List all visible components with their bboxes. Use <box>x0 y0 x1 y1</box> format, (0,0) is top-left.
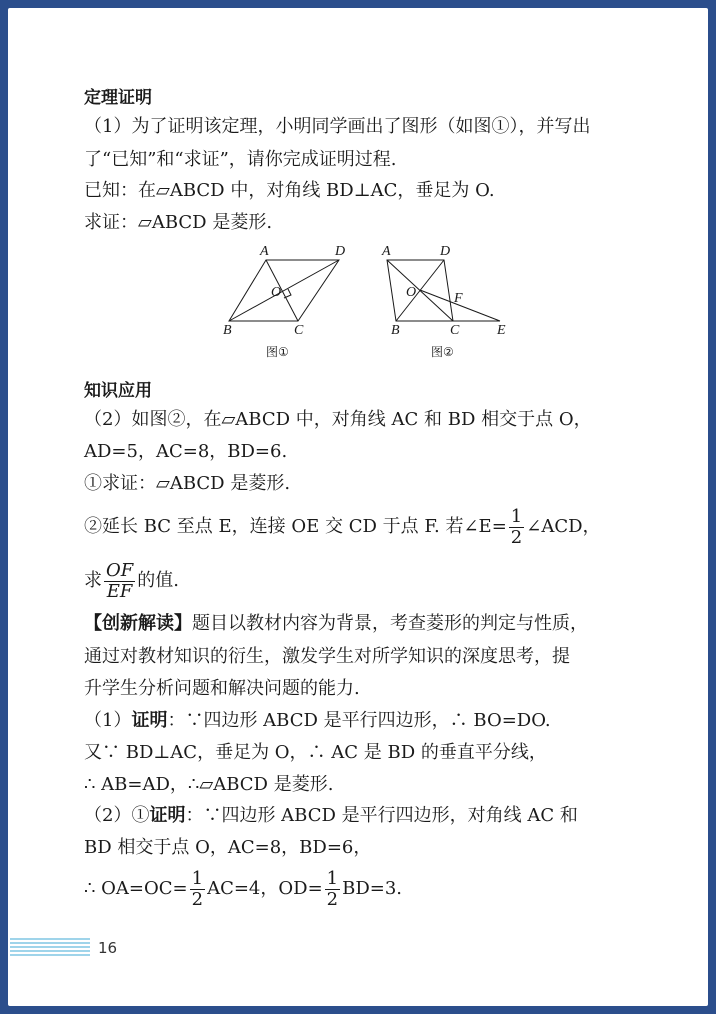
solution-s6-a: ∴ OA=OC= <box>84 878 188 899</box>
solution-line3: ∴ AB=AD，∴▱ABCD 是菱形. <box>84 774 334 795</box>
fraction-numerator: 1 <box>326 867 339 889</box>
q2-ask-fraction <box>104 561 135 602</box>
page <box>8 8 708 1006</box>
fig1-caption: 图① <box>266 345 289 359</box>
solution-s6-b: AC=4，OD= <box>207 878 323 899</box>
q2-part2-fraction <box>509 507 524 548</box>
q2-part1: ①求证：▱ABCD 是菱形. <box>84 473 291 494</box>
fig2-label-a: A <box>382 244 391 259</box>
fraction-denominator: 2 <box>326 888 339 910</box>
fig1-label-a: A <box>260 244 269 259</box>
solution-line2: 又∵ BD⊥AC，垂足为 O，∴ AC 是 BD 的垂直平分线， <box>84 742 547 763</box>
footer-stripes <box>10 938 90 960</box>
fig2-label-o: O <box>406 285 417 300</box>
section-heading-proof: 定理证明 <box>84 88 152 108</box>
fig1-label-d: D <box>335 244 346 259</box>
q1-prove: 求证：▱ABCD 是菱形. <box>84 212 273 233</box>
solution-line5: BD 相交于点 O，AC=8，BD=6， <box>84 837 372 858</box>
fraction-denominator: 2 <box>510 526 523 548</box>
solution-line1 <box>84 710 551 732</box>
q1-line2: 了“已知”和“求证”，请你完成证明过程. <box>84 149 397 170</box>
fig2-label-d: D <box>440 244 451 259</box>
analysis-line2: 通过对教材知识的衍生，激发学生对所学知识的深度思考，提 <box>84 646 570 667</box>
fraction-denominator: EF <box>106 580 133 602</box>
q2-ask-text-before: 求 <box>84 570 102 591</box>
fig2-label-f: F <box>454 291 463 306</box>
solution-s1-label: 证明 <box>131 710 168 731</box>
q1-known: 已知：在▱ABCD 中，对角线 BD⊥AC，垂足为 O. <box>84 180 495 201</box>
fig2-label-b: B <box>391 323 400 338</box>
q2-part2-text-before: ②延长 BC 至点 E，连接 OE 交 CD 于点 F. 若∠E= <box>84 516 507 537</box>
solution-s6-c: BD=3. <box>342 878 403 899</box>
q2-line1: （2）如图②，在▱ABCD 中，对角线 AC 和 BD 相交于点 O， <box>84 409 592 430</box>
fig1-label-o: O <box>271 285 282 300</box>
fraction-denominator: 2 <box>191 888 204 910</box>
q2-ask-text-after: 的值. <box>137 570 179 591</box>
solution-line4 <box>84 805 578 827</box>
solution-s4-label: 证明 <box>149 805 186 826</box>
fraction-numerator: 1 <box>510 505 523 527</box>
solution-s4-text: ：∵四边形 ABCD 是平行四边形，对角线 AC 和 <box>185 805 578 826</box>
analysis-label: 【创新解读】 <box>84 613 192 634</box>
fig1-label-c: C <box>294 323 304 338</box>
fraction-numerator: 1 <box>191 867 204 889</box>
figure-2 <box>368 240 528 365</box>
solution-line6 <box>84 867 402 911</box>
solution-s4-prefix: （2）① <box>84 805 150 826</box>
q2-part2-text-after: ∠ACD， <box>526 516 601 537</box>
fraction-numerator: OF <box>106 559 134 581</box>
page-number: 16 <box>98 939 118 957</box>
figure-1 <box>208 240 358 365</box>
q1-line1: （1）为了证明该定理，小明同学画出了图形（如图①），并写出 <box>84 116 591 137</box>
solution-s6-fraction1 <box>190 869 205 910</box>
fig1-diagonal-bd <box>229 260 339 321</box>
q2-part2 <box>84 505 601 549</box>
analysis-line3: 升学生分析问题和解决问题的能力. <box>84 678 360 699</box>
analysis-line1 <box>84 613 588 635</box>
q2-line2: AD=5，AC=8，BD=6. <box>84 441 288 462</box>
fig2-label-e: E <box>497 323 506 338</box>
q2-ask <box>84 559 179 603</box>
fig2-caption: 图② <box>431 345 454 359</box>
section-heading-application: 知识应用 <box>84 381 152 401</box>
analysis-text1: 题目以教材内容为背景，考查菱形的判定与性质， <box>192 613 588 634</box>
solution-s1-prefix: （1） <box>84 710 132 731</box>
solution-s6-fraction2 <box>325 869 340 910</box>
fig2-label-c: C <box>450 323 460 338</box>
solution-s1-text: ：∵四边形 ABCD 是平行四边形，∴ BO=DO. <box>167 710 551 731</box>
fig1-label-b: B <box>223 323 232 338</box>
